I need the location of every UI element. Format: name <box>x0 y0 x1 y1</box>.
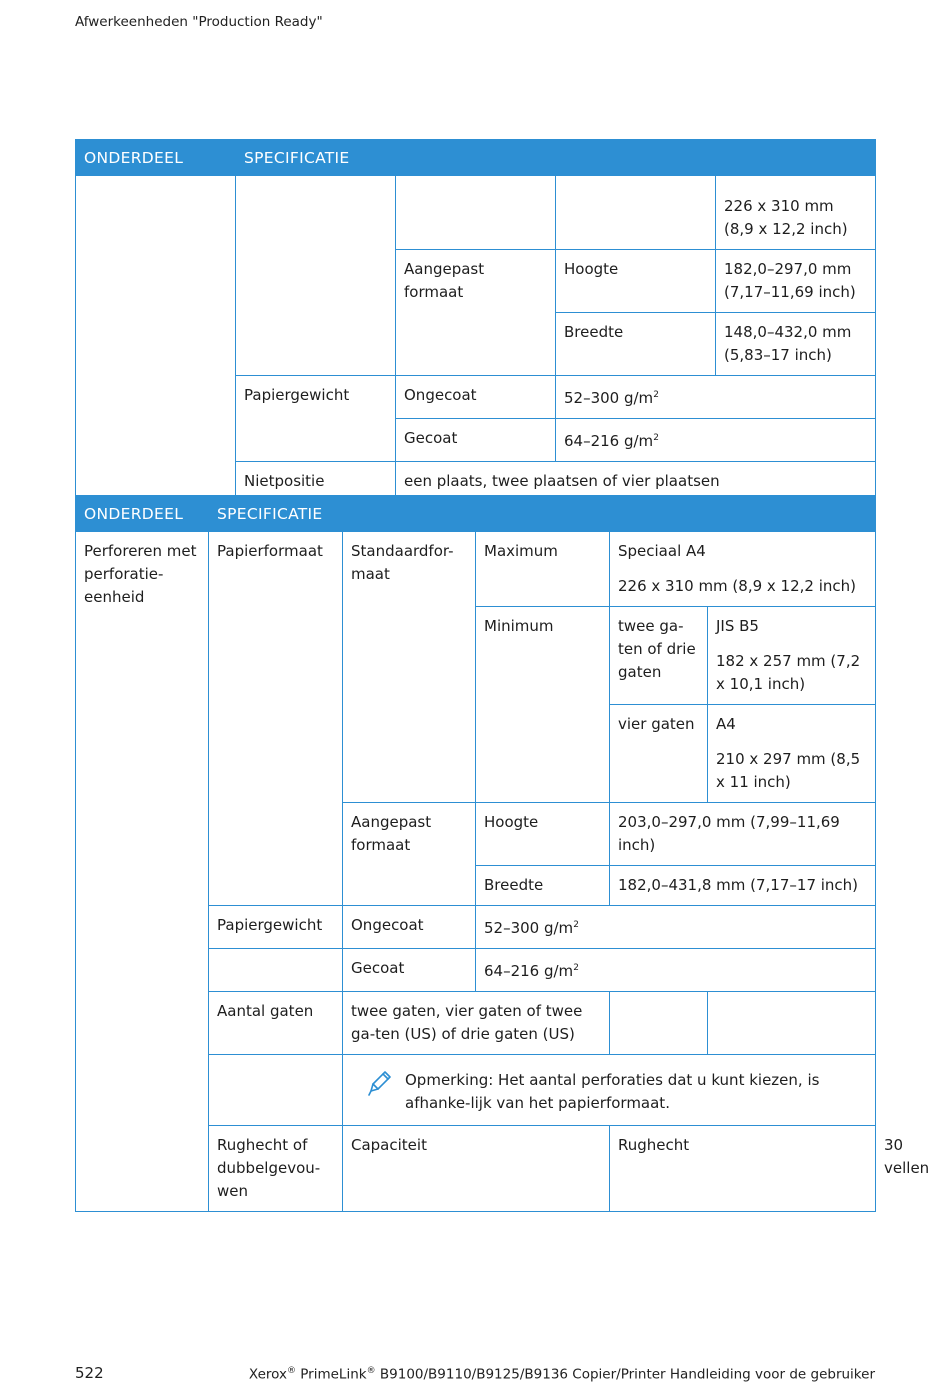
unit-exponent: 2 <box>653 390 659 400</box>
cell-uncoated-label: Ongecoat <box>396 376 556 419</box>
cell-capacity-label: Capaciteit <box>343 1126 610 1212</box>
table-row: Rughecht of dubbelgevou-wen Capaciteit Rughecht 30 vellen <box>76 1126 876 1212</box>
four-name: A4 <box>716 715 736 733</box>
cell-empty <box>556 176 716 250</box>
cell-empty <box>76 176 236 502</box>
two-three-name: JIS B5 <box>716 617 759 635</box>
cell-width-value: 148,0–432,0 mm (5,83–17 inch) <box>716 313 876 376</box>
four-dimensions: 210 x 297 mm (8,5 x 11 inch) <box>716 750 861 791</box>
col-header-specificatie: SPECIFICATIE <box>209 496 876 532</box>
cell-uncoated-value <box>556 376 876 419</box>
cell-empty <box>610 992 708 1055</box>
cell-holes-value: twee gaten, vier gaten of twee ga-ten (US) of drie gaten (US) <box>343 992 610 1055</box>
cell-maximum-value <box>610 532 876 607</box>
cell-weight-label: Papiergewicht <box>209 906 343 949</box>
cell-holes-label: Aantal gaten <box>209 992 343 1055</box>
footer-title-rest: B9100/B9110/B9125/B9136 Copier/Printer Handleiding voor de gebruiker <box>379 1366 875 1383</box>
cell-booklet-label: Rughecht of dubbelgevou-wen <box>209 1126 343 1212</box>
footer-title <box>249 1366 875 1383</box>
cell-two-three-holes-label: twee ga-ten of drie gaten <box>610 607 708 705</box>
cell-maximum-label: Maximum <box>476 532 610 607</box>
cell-four-value <box>708 705 876 803</box>
cell-two-three-value <box>708 607 876 705</box>
cell-width-label: Breedte <box>556 313 716 376</box>
cell-empty <box>396 176 556 250</box>
cell-empty <box>708 992 876 1055</box>
unit-exponent: 2 <box>573 963 579 973</box>
cell-note <box>343 1055 876 1126</box>
col-header-specificatie: SPECIFICATIE <box>236 140 876 176</box>
cell-minimum-label: Minimum <box>476 607 610 803</box>
cell-paper-size-label: Papierformaat <box>209 532 343 906</box>
page-number: 522 <box>75 1364 104 1382</box>
unit-exponent: 2 <box>653 433 659 443</box>
cell-coated-label: Gecoat <box>396 419 556 462</box>
table-header-row <box>76 496 876 532</box>
cell-four-holes-label: vier gaten <box>610 705 708 803</box>
unit-exponent: 2 <box>573 920 579 930</box>
spec-table-2 <box>75 495 930 1212</box>
pencil-icon <box>365 1069 393 1097</box>
cell-standard-label: Standaardfor-maat <box>343 532 476 803</box>
registered-mark: ® <box>286 1366 296 1376</box>
cell-coated-value <box>556 419 876 462</box>
cell-width-value: 182,0–431,8 mm (7,17–17 inch) <box>610 866 876 906</box>
cell-punch-label: Perforeren met perforatie-eenheid <box>76 532 209 1212</box>
footer-brand: Xerox <box>248 1366 287 1383</box>
cell-saddle-label: Rughecht <box>610 1126 876 1212</box>
cell-coated-label: Gecoat <box>343 949 476 992</box>
cell-height-value: 182,0–297,0 mm (7,17–11,69 inch) <box>716 250 876 313</box>
two-three-dimensions: 182 x 257 mm (7,2 x 10,1 inch) <box>716 652 861 693</box>
maximum-dimensions: 226 x 310 mm (8,9 x 12,2 inch) <box>618 577 857 595</box>
cell-coated-value <box>476 949 876 992</box>
note <box>351 1063 867 1117</box>
footer-product: PrimeLink <box>300 1366 367 1383</box>
table-row <box>76 532 876 607</box>
cell-staple-label: Nietpositie <box>236 462 396 502</box>
spec-table-1 <box>75 139 876 502</box>
cell-size-value: 226 x 310 mm (8,9 x 12,2 inch) <box>716 176 876 250</box>
uncoated-value-text: 52–300 g/m <box>564 389 654 407</box>
cell-uncoated-value <box>476 906 876 949</box>
cell-custom-label: Aangepast formaat <box>343 803 476 906</box>
uncoated-value-text: 52–300 g/m <box>484 919 574 937</box>
table-header-row <box>76 140 876 176</box>
cell-empty <box>209 949 343 992</box>
registered-mark: ® <box>366 1366 376 1376</box>
table-row <box>76 176 876 250</box>
cell-height-label: Hoogte <box>476 803 610 866</box>
cell-empty <box>236 176 396 376</box>
note-text: Opmerking: Het aantal perforaties dat u kunt kiezen, is afhanke-lijk van het papierformaat. <box>405 1071 820 1112</box>
cell-width-label: Breedte <box>476 866 610 906</box>
cell-empty <box>209 1055 343 1126</box>
cell-height-label: Hoogte <box>556 250 716 313</box>
coated-value-text: 64–216 g/m <box>484 962 574 980</box>
col-header-onderdeel: ONDERDEEL <box>76 496 209 532</box>
cell-paper-weight-label: Papiergewicht <box>236 376 396 462</box>
running-header: Afwerkeenheden "Production Ready" <box>75 14 323 30</box>
col-header-onderdeel: ONDERDEEL <box>76 140 236 176</box>
cell-uncoated-label: Ongecoat <box>343 906 476 949</box>
coated-value-text: 64–216 g/m <box>564 432 654 450</box>
maximum-name: Speciaal A4 <box>618 542 706 560</box>
cell-custom-size-label: Aangepast formaat <box>396 250 556 376</box>
cell-staple-value: een plaats, twee plaatsen of vier plaatsen <box>396 462 876 502</box>
cell-height-value: 203,0–297,0 mm (7,99–11,69 inch) <box>610 803 876 866</box>
